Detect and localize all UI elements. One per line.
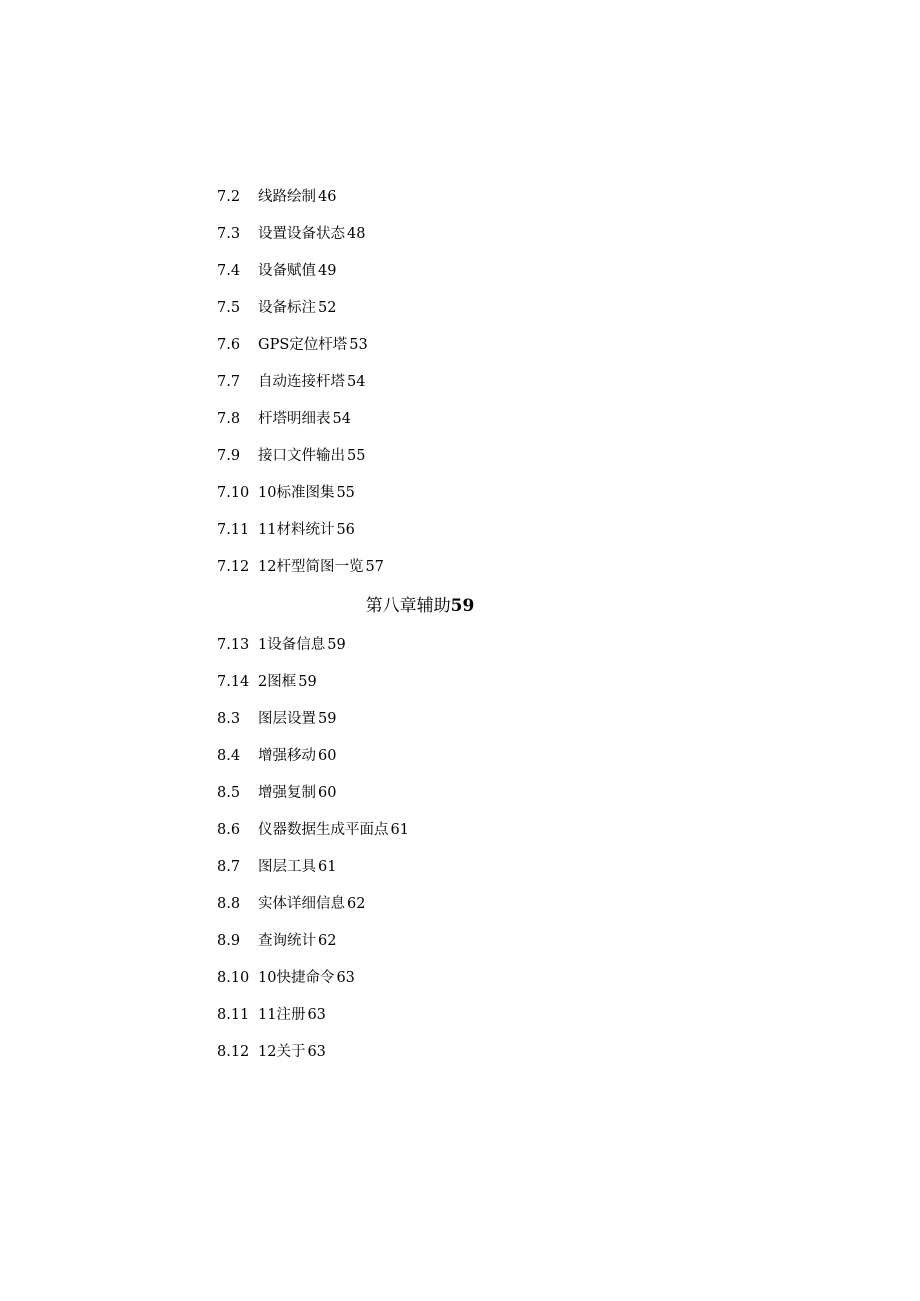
toc-entry <box>217 184 737 221</box>
toc-entry-page: 62 <box>318 933 337 949</box>
table-of-contents <box>217 184 737 1076</box>
toc-entry-title: 增强移动 <box>258 748 316 764</box>
toc-entry <box>217 443 737 480</box>
toc-entry-page: 60 <box>318 785 337 801</box>
toc-entry-title: 图层设置 <box>258 711 316 727</box>
toc-entry-page: 59 <box>318 711 337 727</box>
toc-entry-title: 设备标注 <box>258 300 316 316</box>
toc-entry-page: 46 <box>318 189 337 205</box>
toc-entry-title: 自动连接杆塔 <box>258 374 345 390</box>
toc-entry-page: 49 <box>318 263 337 279</box>
toc-entry-title: 12杆型简图一览 <box>258 559 364 575</box>
toc-entry-page: 61 <box>318 859 337 875</box>
chapter-page-number: 59 <box>450 596 475 616</box>
toc-entry <box>217 891 737 928</box>
toc-entry-number: 7.12 <box>217 559 250 575</box>
chapter-title: 第八章辅助 <box>365 596 451 616</box>
toc-entry <box>217 480 737 517</box>
toc-entry <box>217 854 737 891</box>
toc-entry-number: 8.6 <box>217 822 241 838</box>
toc-entry <box>217 669 737 706</box>
toc-entry-title: 接口文件输出 <box>258 448 345 464</box>
toc-entry-title: 查询统计 <box>258 933 316 949</box>
toc-entry-page: 54 <box>332 411 351 427</box>
toc-entry-title: 11材料统计 <box>258 522 335 538</box>
toc-entry-title: 仪器数据生成平面点 <box>258 822 389 838</box>
toc-entry-title: 12关于 <box>258 1044 306 1060</box>
toc-entry-title: 设置设备状态 <box>258 226 345 242</box>
toc-entry-number: 7.3 <box>217 226 241 242</box>
toc-entry-title: 1设备信息 <box>258 637 326 653</box>
toc-entry-page: 54 <box>347 374 366 390</box>
toc-entry-number: 7.5 <box>217 300 241 316</box>
toc-entry-page: 55 <box>347 448 366 464</box>
toc-entry-page: 61 <box>390 822 409 838</box>
toc-entry-number: 8.10 <box>217 970 250 986</box>
toc-entry <box>217 406 737 443</box>
toc-entry <box>217 369 737 406</box>
toc-entry-number: 7.9 <box>217 448 241 464</box>
toc-entry-number: 8.5 <box>217 785 241 801</box>
toc-entry-page: 63 <box>336 970 355 986</box>
toc-entry-number: 7.13 <box>217 637 250 653</box>
toc-entry <box>217 632 737 669</box>
toc-entry-number: 7.8 <box>217 411 241 427</box>
toc-entry-number: 7.14 <box>217 674 250 690</box>
toc-entry-number: 8.4 <box>217 748 241 764</box>
toc-entry-number: 7.7 <box>217 374 241 390</box>
toc-entry-page: 53 <box>349 337 368 353</box>
toc-entry <box>217 517 737 554</box>
toc-entry-page: 59 <box>327 637 346 653</box>
toc-entry-number: 7.10 <box>217 485 250 501</box>
toc-entry-page: 63 <box>307 1044 326 1060</box>
toc-entry-page: 59 <box>298 674 317 690</box>
toc-entry <box>217 1039 737 1076</box>
toc-entry <box>217 780 737 817</box>
toc-entry-number: 8.9 <box>217 933 241 949</box>
toc-entry-page: 63 <box>307 1007 326 1023</box>
toc-entry-number: 8.8 <box>217 896 241 912</box>
toc-entry <box>217 1002 737 1039</box>
chapter-heading <box>217 591 623 632</box>
toc-entry <box>217 743 737 780</box>
toc-entry <box>217 295 737 332</box>
toc-entry-title: 11注册 <box>258 1007 306 1023</box>
toc-entry <box>217 221 737 258</box>
toc-entry-title: 10标准图集 <box>258 485 335 501</box>
toc-entry <box>217 928 737 965</box>
toc-entry-number: 7.11 <box>217 522 250 538</box>
toc-entry-page: 56 <box>336 522 355 538</box>
toc-entry <box>217 332 737 369</box>
toc-entry-page: 55 <box>336 485 355 501</box>
toc-entry-title: 图层工具 <box>258 859 316 875</box>
toc-entry-page: 48 <box>347 226 366 242</box>
toc-entry-number: 7.6 <box>217 337 241 353</box>
toc-entry-number: 7.2 <box>217 189 241 205</box>
toc-entry-title: 增强复制 <box>258 785 316 801</box>
toc-entry-page: 57 <box>365 559 384 575</box>
toc-entry <box>217 554 737 591</box>
toc-entry-title: 设备赋值 <box>258 263 316 279</box>
toc-entry-title: 实体详细信息 <box>258 896 345 912</box>
toc-entry-title: GPS定位杆塔 <box>258 337 348 353</box>
toc-entry-number: 8.12 <box>217 1044 250 1060</box>
toc-entry-page: 52 <box>318 300 337 316</box>
toc-entry-number: 8.7 <box>217 859 241 875</box>
toc-group-chapter-8 <box>217 632 737 1076</box>
toc-entry-number: 7.4 <box>217 263 241 279</box>
toc-entry-title: 杆塔明细表 <box>258 411 331 427</box>
toc-entry <box>217 965 737 1002</box>
toc-entry <box>217 817 737 854</box>
toc-entry <box>217 706 737 743</box>
toc-entry-number: 8.3 <box>217 711 241 727</box>
toc-group-chapter-7 <box>217 184 737 591</box>
toc-entry-title: 10快捷命令 <box>258 970 335 986</box>
toc-entry-title: 2图框 <box>258 674 297 690</box>
toc-entry-page: 60 <box>318 748 337 764</box>
toc-entry <box>217 258 737 295</box>
toc-entry-title: 线路绘制 <box>258 189 316 205</box>
toc-entry-page: 62 <box>347 896 366 912</box>
toc-entry-number: 8.11 <box>217 1007 250 1023</box>
